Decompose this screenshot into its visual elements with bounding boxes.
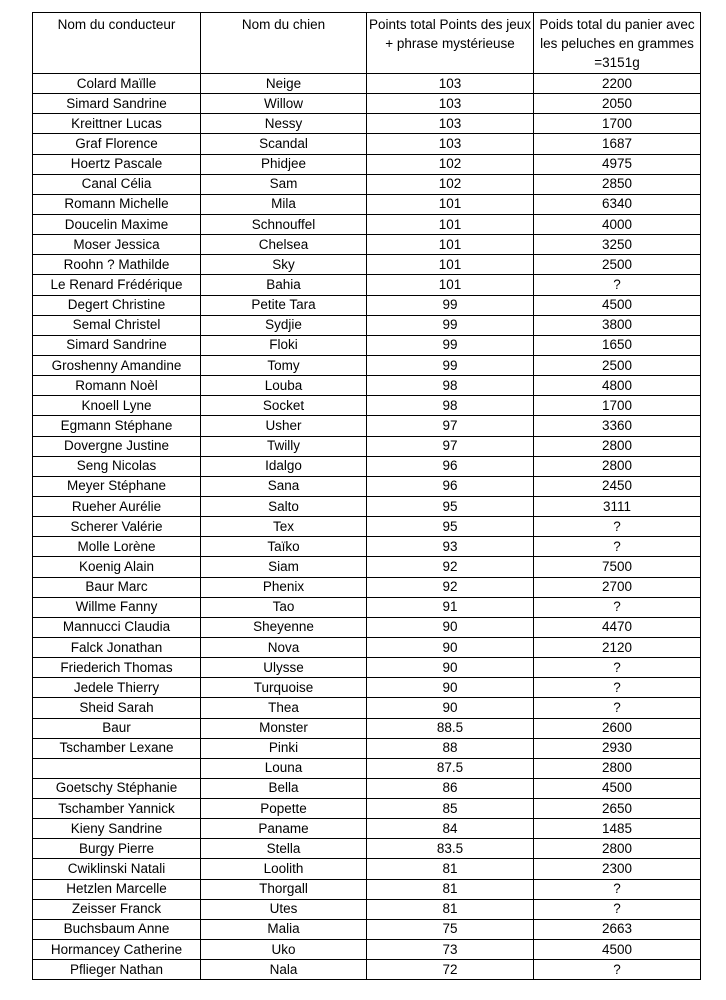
driver-name-cell: Mannucci Claudia <box>33 617 201 637</box>
table-row <box>33 456 701 476</box>
basket-weight-cell: 1700 <box>534 114 701 134</box>
driver-name-cell: Romann Noèl <box>33 376 201 396</box>
table-row <box>33 295 701 315</box>
table-row <box>33 496 701 516</box>
total-points-cell: 73 <box>367 940 534 960</box>
dog-name-cell: Petite Tara <box>201 295 367 315</box>
total-points-cell: 88.5 <box>367 718 534 738</box>
dog-name-cell: Bahia <box>201 275 367 295</box>
table-row <box>33 839 701 859</box>
dog-name-cell: Utes <box>201 899 367 919</box>
total-points-cell: 90 <box>367 658 534 678</box>
driver-name-cell: Colard Maïlle <box>33 74 201 94</box>
table-row <box>33 235 701 255</box>
driver-name-cell: Willme Fanny <box>33 597 201 617</box>
table-row <box>33 678 701 698</box>
driver-name-cell: Molle Lorène <box>33 537 201 557</box>
driver-name-cell: Roohn ? Mathilde <box>33 255 201 275</box>
table-row <box>33 718 701 738</box>
total-points-cell: 83.5 <box>367 839 534 859</box>
basket-weight-cell: ? <box>534 537 701 557</box>
total-points-cell: 103 <box>367 74 534 94</box>
basket-weight-cell: 4500 <box>534 295 701 315</box>
driver-name-cell: Degert Christine <box>33 295 201 315</box>
driver-name-cell: Graf Florence <box>33 134 201 154</box>
basket-weight-cell: 3360 <box>534 416 701 436</box>
table-row <box>33 637 701 657</box>
dog-name-cell: Louba <box>201 376 367 396</box>
total-points-cell: 102 <box>367 154 534 174</box>
basket-weight-cell: 1687 <box>534 134 701 154</box>
basket-weight-cell: 2800 <box>534 839 701 859</box>
driver-name-cell: Egmann Stéphane <box>33 416 201 436</box>
total-points-cell: 99 <box>367 355 534 375</box>
dog-name-cell: Turquoise <box>201 678 367 698</box>
driver-name-cell: Friederich Thomas <box>33 658 201 678</box>
total-points-cell: 81 <box>367 859 534 879</box>
total-points-cell: 99 <box>367 315 534 335</box>
table-row <box>33 899 701 919</box>
total-points-cell: 98 <box>367 376 534 396</box>
basket-weight-cell: 2850 <box>534 174 701 194</box>
basket-weight-cell: 1485 <box>534 819 701 839</box>
driver-name-cell: Canal Célia <box>33 174 201 194</box>
driver-name-cell: Simard Sandrine <box>33 94 201 114</box>
table-row <box>33 799 701 819</box>
driver-name-cell: Rueher Aurélie <box>33 496 201 516</box>
basket-weight-cell: 2600 <box>534 718 701 738</box>
total-points-cell: 85 <box>367 799 534 819</box>
basket-weight-cell: 7500 <box>534 557 701 577</box>
total-points-cell: 95 <box>367 496 534 516</box>
basket-weight-cell: 2300 <box>534 859 701 879</box>
total-points-cell: 90 <box>367 698 534 718</box>
dog-name-cell: Malia <box>201 919 367 939</box>
dog-name-cell: Floki <box>201 335 367 355</box>
table-row <box>33 355 701 375</box>
table-row <box>33 879 701 899</box>
table-row <box>33 859 701 879</box>
table-body <box>33 74 701 980</box>
total-points-cell: 90 <box>367 678 534 698</box>
basket-weight-cell: 2200 <box>534 74 701 94</box>
table-row <box>33 758 701 778</box>
dog-name-cell: Idalgo <box>201 456 367 476</box>
dog-name-cell: Thorgall <box>201 879 367 899</box>
driver-name-cell: Buchsbaum Anne <box>33 919 201 939</box>
table-row <box>33 537 701 557</box>
dog-name-cell: Twilly <box>201 436 367 456</box>
dog-name-cell: Stella <box>201 839 367 859</box>
driver-name-cell: Dovergne Justine <box>33 436 201 456</box>
dog-name-cell: Bella <box>201 778 367 798</box>
table-row <box>33 315 701 335</box>
total-points-cell: 90 <box>367 637 534 657</box>
dog-name-cell: Scandal <box>201 134 367 154</box>
basket-weight-cell: 4500 <box>534 778 701 798</box>
total-points-cell: 81 <box>367 899 534 919</box>
table-row <box>33 557 701 577</box>
total-points-cell: 101 <box>367 214 534 234</box>
total-points-cell: 96 <box>367 476 534 496</box>
dog-name-cell: Ulysse <box>201 658 367 678</box>
total-points-cell: 86 <box>367 778 534 798</box>
table-row <box>33 940 701 960</box>
basket-weight-cell: 4800 <box>534 376 701 396</box>
dog-name-cell: Louna <box>201 758 367 778</box>
table-row <box>33 416 701 436</box>
dog-name-cell: Usher <box>201 416 367 436</box>
basket-weight-cell: 2930 <box>534 738 701 758</box>
total-points-cell: 97 <box>367 436 534 456</box>
driver-name-cell <box>33 758 201 778</box>
table-row <box>33 960 701 980</box>
total-points-cell: 98 <box>367 396 534 416</box>
table-row <box>33 658 701 678</box>
total-points-cell: 87.5 <box>367 758 534 778</box>
driver-name-cell: Doucelin Maxime <box>33 214 201 234</box>
table-row <box>33 275 701 295</box>
driver-name-cell: Seng Nicolas <box>33 456 201 476</box>
driver-name-cell: Burgy Pierre <box>33 839 201 859</box>
table-row <box>33 476 701 496</box>
table-row <box>33 214 701 234</box>
table-row <box>33 396 701 416</box>
total-points-cell: 101 <box>367 275 534 295</box>
total-points-cell: 91 <box>367 597 534 617</box>
dog-name-cell: Siam <box>201 557 367 577</box>
table-row <box>33 376 701 396</box>
total-points-cell: 92 <box>367 557 534 577</box>
driver-name-cell: Tschamber Yannick <box>33 799 201 819</box>
total-points-cell: 99 <box>367 335 534 355</box>
dog-name-cell: Tex <box>201 517 367 537</box>
dog-name-cell: Nova <box>201 637 367 657</box>
driver-name-cell: Baur Marc <box>33 577 201 597</box>
driver-name-cell: Kieny Sandrine <box>33 819 201 839</box>
table-row <box>33 94 701 114</box>
driver-name-cell: Koenig Alain <box>33 557 201 577</box>
driver-name-cell: Semal Christel <box>33 315 201 335</box>
table-row <box>33 778 701 798</box>
driver-name-cell: Cwiklinski Natali <box>33 859 201 879</box>
basket-weight-cell: ? <box>534 275 701 295</box>
basket-weight-cell: 1700 <box>534 396 701 416</box>
dog-name-cell: Willow <box>201 94 367 114</box>
driver-name-cell: Le Renard Frédérique <box>33 275 201 295</box>
table-row <box>33 597 701 617</box>
dog-name-cell: Tomy <box>201 355 367 375</box>
table-row <box>33 255 701 275</box>
total-points-cell: 88 <box>367 738 534 758</box>
dog-name-cell: Uko <box>201 940 367 960</box>
table-row <box>33 74 701 94</box>
driver-name-cell: Romann Michelle <box>33 194 201 214</box>
basket-weight-cell: ? <box>534 678 701 698</box>
dog-name-cell: Loolith <box>201 859 367 879</box>
basket-weight-cell: 2800 <box>534 456 701 476</box>
dog-name-cell: Popette <box>201 799 367 819</box>
total-points-cell: 75 <box>367 919 534 939</box>
basket-weight-cell: 2650 <box>534 799 701 819</box>
table-row <box>33 919 701 939</box>
table-row <box>33 617 701 637</box>
header-dog-name: Nom du chien <box>201 13 367 74</box>
basket-weight-cell: ? <box>534 960 701 980</box>
basket-weight-cell: 2800 <box>534 758 701 778</box>
total-points-cell: 103 <box>367 114 534 134</box>
header-basket-weight: Poids total du panier avec les peluches en grammes =3151g <box>534 13 701 74</box>
table-row <box>33 134 701 154</box>
basket-weight-cell: 2500 <box>534 355 701 375</box>
basket-weight-cell: ? <box>534 879 701 899</box>
basket-weight-cell: 2500 <box>534 255 701 275</box>
basket-weight-cell: 2663 <box>534 919 701 939</box>
driver-name-cell: Jedele Thierry <box>33 678 201 698</box>
dog-name-cell: Schnouffel <box>201 214 367 234</box>
total-points-cell: 101 <box>367 255 534 275</box>
driver-name-cell: Hetzlen Marcelle <box>33 879 201 899</box>
table-row <box>33 738 701 758</box>
dog-name-cell: Taïko <box>201 537 367 557</box>
total-points-cell: 102 <box>367 174 534 194</box>
driver-name-cell: Simard Sandrine <box>33 335 201 355</box>
driver-name-cell: Hoertz Pascale <box>33 154 201 174</box>
header-row <box>33 13 701 74</box>
total-points-cell: 81 <box>367 879 534 899</box>
table-row <box>33 517 701 537</box>
basket-weight-cell: 4470 <box>534 617 701 637</box>
driver-name-cell: Meyer Stéphane <box>33 476 201 496</box>
table-row <box>33 335 701 355</box>
table-header <box>33 13 701 74</box>
total-points-cell: 101 <box>367 235 534 255</box>
dog-name-cell: Neige <box>201 74 367 94</box>
dog-name-cell: Thea <box>201 698 367 718</box>
driver-name-cell: Hormancey Catherine <box>33 940 201 960</box>
total-points-cell: 96 <box>367 456 534 476</box>
driver-name-cell: Tschamber Lexane <box>33 738 201 758</box>
table-row <box>33 577 701 597</box>
driver-name-cell: Knoell Lyne <box>33 396 201 416</box>
dog-name-cell: Sheyenne <box>201 617 367 637</box>
dog-name-cell: Pinki <box>201 738 367 758</box>
basket-weight-cell: 4975 <box>534 154 701 174</box>
driver-name-cell: Sheid Sarah <box>33 698 201 718</box>
total-points-cell: 101 <box>367 194 534 214</box>
dog-name-cell: Phidjee <box>201 154 367 174</box>
basket-weight-cell: 1650 <box>534 335 701 355</box>
basket-weight-cell: 6340 <box>534 194 701 214</box>
header-total-points: Points total Points des jeux + phrase mystérieuse <box>367 13 534 74</box>
driver-name-cell: Falck Jonathan <box>33 637 201 657</box>
dog-name-cell: Tao <box>201 597 367 617</box>
basket-weight-cell: ? <box>534 517 701 537</box>
table-row <box>33 698 701 718</box>
total-points-cell: 103 <box>367 134 534 154</box>
basket-weight-cell: 4500 <box>534 940 701 960</box>
total-points-cell: 90 <box>367 617 534 637</box>
total-points-cell: 95 <box>367 517 534 537</box>
dog-name-cell: Nala <box>201 960 367 980</box>
driver-name-cell: Groshenny Amandine <box>33 355 201 375</box>
dog-name-cell: Monster <box>201 718 367 738</box>
table-row <box>33 174 701 194</box>
total-points-cell: 92 <box>367 577 534 597</box>
dog-name-cell: Chelsea <box>201 235 367 255</box>
basket-weight-cell: 2050 <box>534 94 701 114</box>
driver-name-cell: Zeisser Franck <box>33 899 201 919</box>
driver-name-cell: Baur <box>33 718 201 738</box>
driver-name-cell: Pflieger Nathan <box>33 960 201 980</box>
basket-weight-cell: ? <box>534 597 701 617</box>
basket-weight-cell: ? <box>534 658 701 678</box>
table-row <box>33 194 701 214</box>
dog-name-cell: Mila <box>201 194 367 214</box>
basket-weight-cell: 3800 <box>534 315 701 335</box>
driver-name-cell: Kreittner Lucas <box>33 114 201 134</box>
driver-name-cell: Scherer Valérie <box>33 517 201 537</box>
driver-name-cell: Goetschy Stéphanie <box>33 778 201 798</box>
basket-weight-cell: ? <box>534 698 701 718</box>
dog-name-cell: Phenix <box>201 577 367 597</box>
header-driver-name: Nom du conducteur <box>33 13 201 74</box>
dog-name-cell: Sky <box>201 255 367 275</box>
basket-weight-cell: 3250 <box>534 235 701 255</box>
total-points-cell: 97 <box>367 416 534 436</box>
basket-weight-cell: 2800 <box>534 436 701 456</box>
dog-name-cell: Paname <box>201 819 367 839</box>
table-row <box>33 819 701 839</box>
total-points-cell: 99 <box>367 295 534 315</box>
basket-weight-cell: ? <box>534 899 701 919</box>
driver-name-cell: Moser Jessica <box>33 235 201 255</box>
dog-name-cell: Sydjie <box>201 315 367 335</box>
total-points-cell: 84 <box>367 819 534 839</box>
results-table <box>32 12 701 980</box>
basket-weight-cell: 2120 <box>534 637 701 657</box>
table-row <box>33 154 701 174</box>
basket-weight-cell: 2450 <box>534 476 701 496</box>
table-row <box>33 114 701 134</box>
basket-weight-cell: 4000 <box>534 214 701 234</box>
total-points-cell: 72 <box>367 960 534 980</box>
total-points-cell: 103 <box>367 94 534 114</box>
basket-weight-cell: 2700 <box>534 577 701 597</box>
dog-name-cell: Salto <box>201 496 367 516</box>
table-row <box>33 436 701 456</box>
dog-name-cell: Nessy <box>201 114 367 134</box>
dog-name-cell: Socket <box>201 396 367 416</box>
dog-name-cell: Sana <box>201 476 367 496</box>
dog-name-cell: Sam <box>201 174 367 194</box>
total-points-cell: 93 <box>367 537 534 557</box>
basket-weight-cell: 3111 <box>534 496 701 516</box>
